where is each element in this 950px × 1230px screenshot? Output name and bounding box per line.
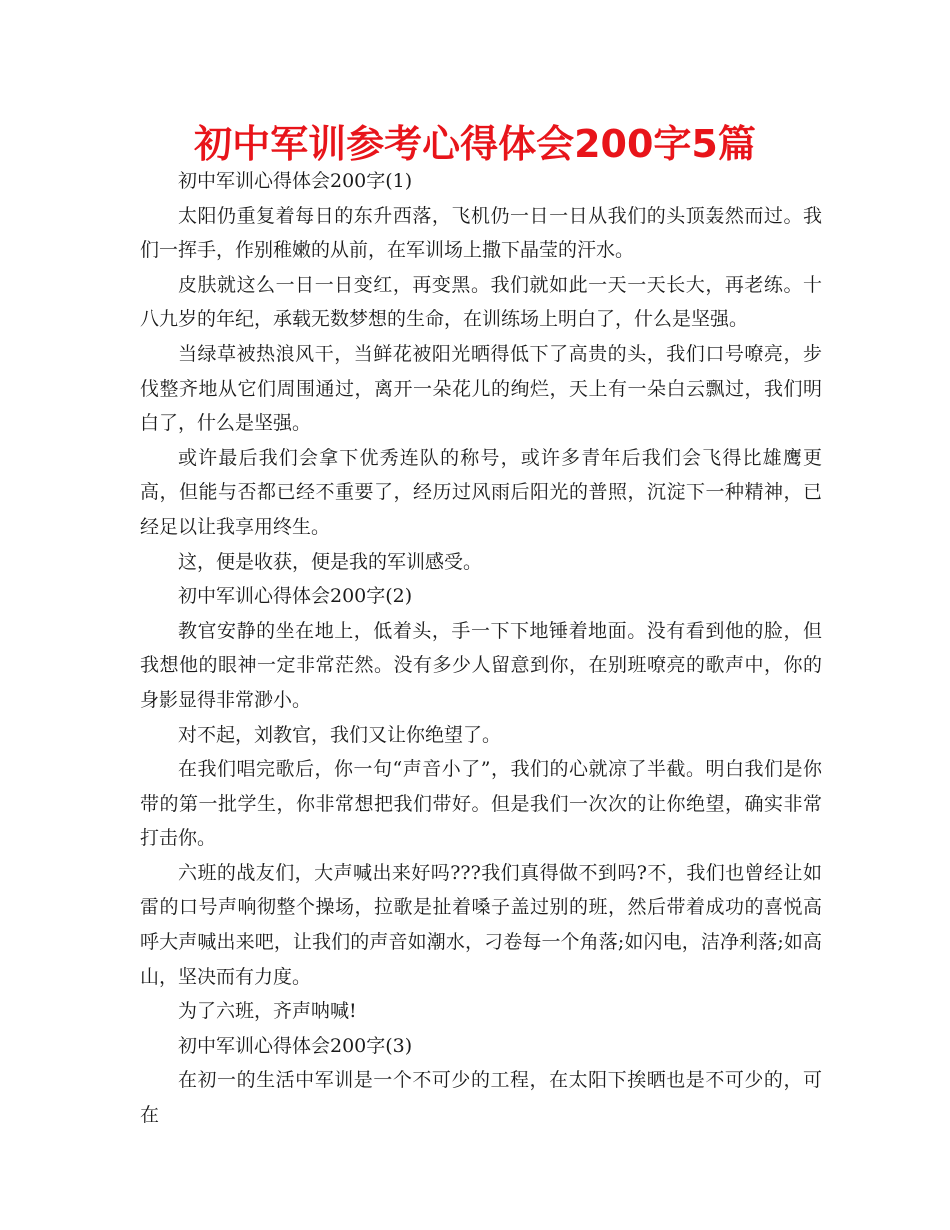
paragraph: 对不起，刘教官，我们又让你绝望了。: [178, 723, 502, 746]
section-heading-1: 初中军训心得体会200字(1): [178, 170, 413, 192]
section-heading-2: 初中军训心得体会200字(2): [178, 585, 413, 608]
paragraph: 当绿草被热浪风干，当鲜花被阳光晒得低下了高贵的头，我们口号嘹亮，步伐整齐地从它们周围通过，离开一朵花儿的绚烂，天上有一朵白云飘过，我们明白了，什么是坚强。: [140, 342, 822, 435]
paragraph: 在初一的生活中军训是一个不可少的工程，在太阳下挨晒也是不可少的，可在: [140, 1069, 822, 1127]
paragraph: 皮肤就这么一日一日变红，再变黑。我们就如此一天一天长大，再老练。十八九岁的年纪，承载无数梦想的生命，在训练场上明白了，什么是坚强。: [140, 273, 822, 331]
paragraph: 在我们唱完歌后，你一句“声音小了”，我们的心就凉了半截。明白我们是你带的第一批学生，你非常想把我们带好。但是我们一次次的让你绝望，确实非常打击你。: [140, 758, 822, 850]
document-title: 初中军训参考心得体会200字5篇: [194, 122, 756, 166]
paragraph: 这，便是收获，便是我的军训感受。: [178, 550, 483, 573]
paragraph: 太阳仍重复着每日的东升西落，飞机仍一日一日从我们的头顶轰然而过。我们一挥手，作别稚嫩的从前，在军训场上撒下晶莹的汗水。: [140, 204, 822, 262]
paragraph: 教官安静的坐在地上，低着头，手一下下地锤着地面。没有看到他的脸，但我想他的眼神一定非常茫然。没有多少人留意到你，在别班嘹亮的歌声中，你的身影显得非常渺小。: [140, 619, 822, 711]
section-heading-3: 初中军训心得体会200字(3): [178, 1034, 413, 1057]
document-body: [140, 164, 822, 1133]
paragraph: 为了六班，齐声呐喊!: [178, 1000, 357, 1023]
paragraph: 或许最后我们会拿下优秀连队的称号，或许多青年后我们会飞得比雄鹰更高，但能与否都已经不重要了，经历过风雨后阳光的普照，沉淀下一种精神，已经足以让我享用终生。: [140, 446, 822, 538]
paragraph: 六班的战友们，大声喊出来好吗???我们真得做不到吗?不，我们也曾经让如雷的口号声响彻整个操场，拉歌是扯着嗓子盖过别的班，然后带着成功的喜悦高呼大声喊出来吧，让我们的声音如潮水，刁卷每一个角落;如闪电，洁净利落;如高山，坚决而有力度。: [140, 861, 822, 988]
